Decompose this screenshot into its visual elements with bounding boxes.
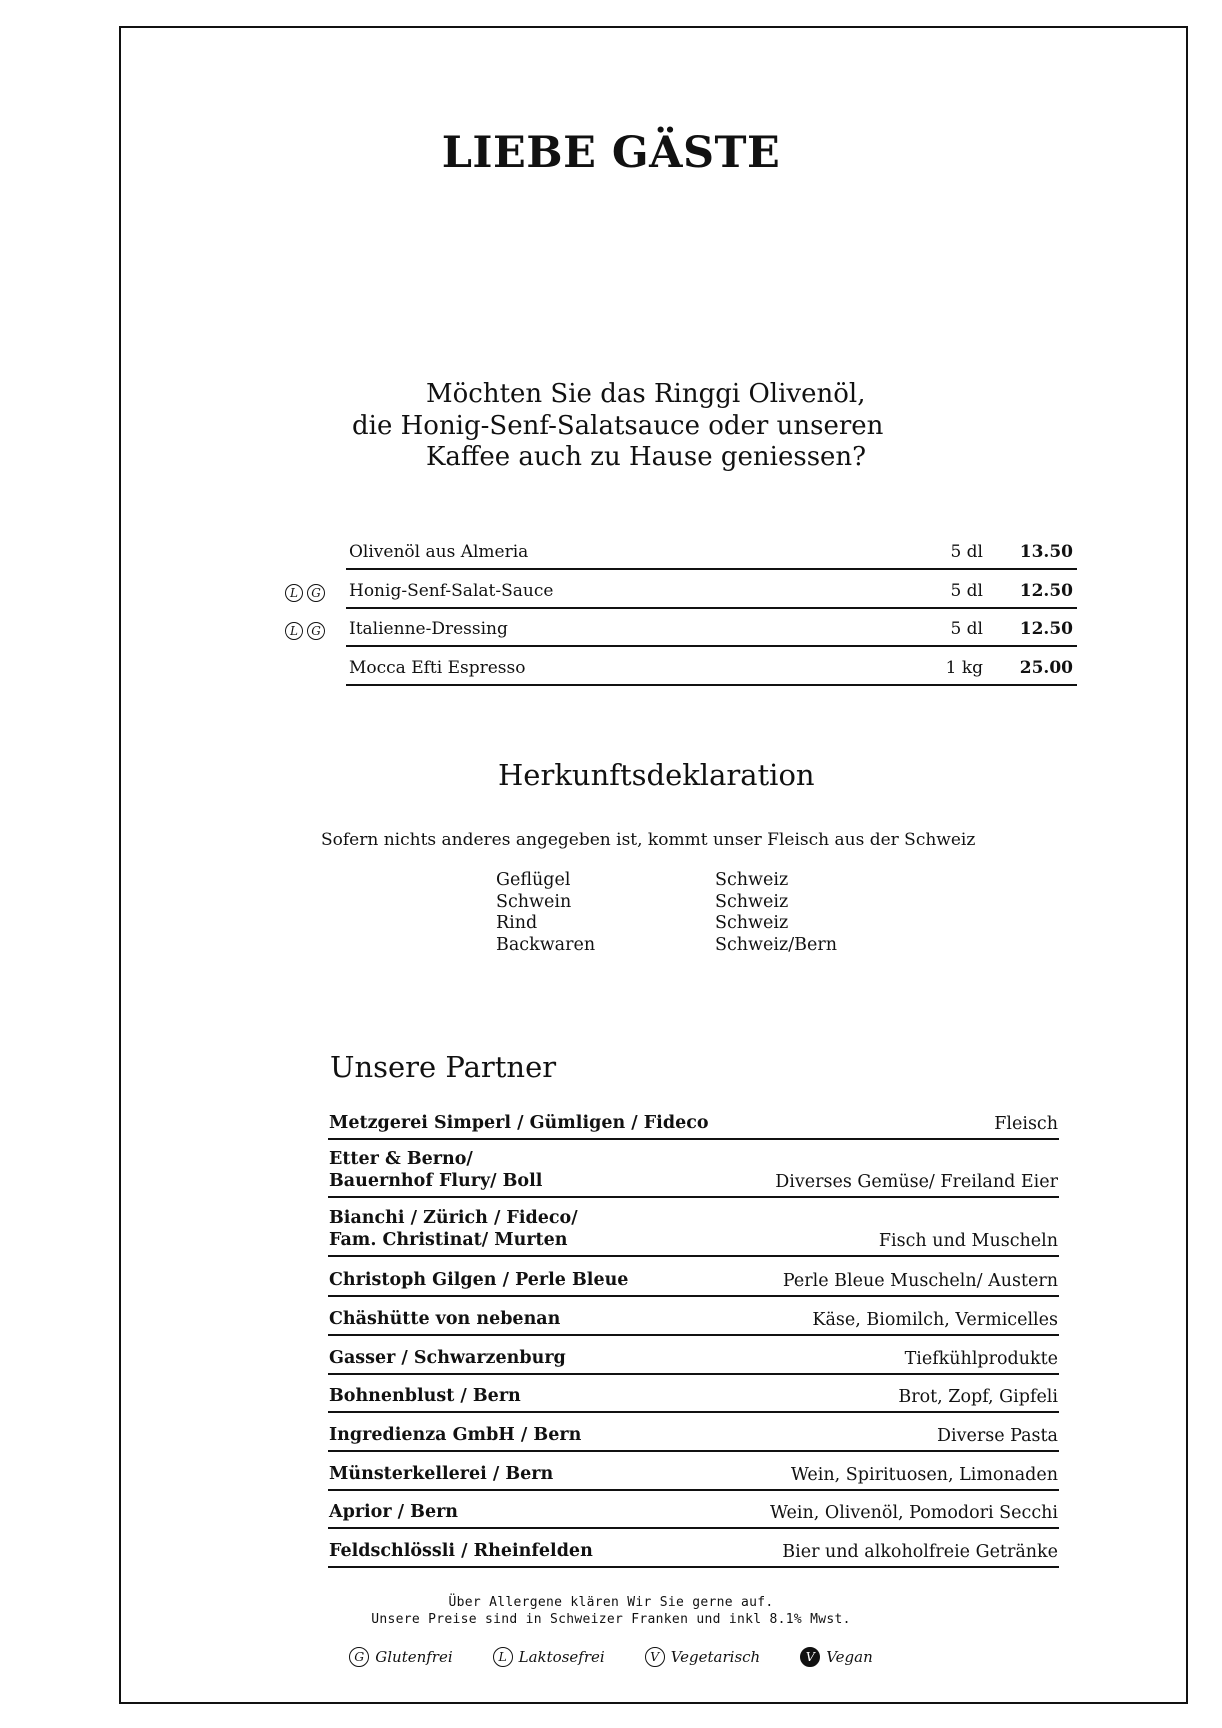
origin-row [496,892,837,914]
product-row [290,609,1077,647]
origin-item: Schwein [496,891,572,912]
product-quantity: 1 kg [945,658,983,678]
partner-row [328,1298,1059,1336]
origin-item: Backwaren [496,934,596,955]
product-quantity: 5 dl [950,619,983,639]
origin-row [496,913,837,935]
partner-products: Fleisch [994,1114,1058,1134]
laktosefrei-icon: L [493,1647,513,1667]
partner-products: Bier und alkoholfreie Getränke [782,1542,1058,1562]
origin-country: Schweiz [715,913,789,933]
product-price: 12.50 [1019,581,1073,601]
product-row [290,571,1077,609]
origin-country: Schweiz [715,870,789,890]
product-quantity: 5 dl [950,542,983,562]
origin-item: Rind [496,913,538,933]
gluten-free-icon: G [307,584,325,602]
legend-item [493,1647,605,1667]
partner-name: Bohnenblust / Bern [329,1386,521,1406]
legend-item [645,1647,761,1667]
partner-row [328,1199,1059,1257]
partners-heading: Unsere Partner [330,1050,557,1084]
partner-products: Perle Bleue Muscheln/ Austern [782,1271,1058,1291]
legend-label: Vegan [826,1648,873,1666]
allergen-icons [285,584,325,602]
legend-label: Vegetarisch [670,1648,761,1666]
partner-row [328,1259,1059,1297]
legend-item [800,1647,873,1667]
glutenfrei-icon: G [349,1647,369,1667]
partner-products: Käse, Biomilch, Vermicelles [812,1310,1058,1330]
product-name: Mocca Efti Espresso [349,658,526,678]
origin-item: Geflügel [496,870,571,890]
partner-row [328,1337,1059,1375]
page-title: LIEBE GÄSTE [441,128,781,178]
lactose-free-icon: L [285,622,303,640]
partner-products: Brot, Zopf, Gipfeli [898,1387,1058,1407]
partner-row [328,1414,1059,1452]
legend-item [349,1647,452,1667]
vegetarisch-icon: V [645,1647,665,1667]
partner-name: Aprior / Bern [329,1502,459,1522]
product-quantity: 5 dl [950,581,983,601]
allergen-note: Über Allergene klären Wir Sie gerne auf. [448,1595,774,1610]
partner-row [328,1375,1059,1413]
partner-row [328,1530,1059,1568]
product-row [346,648,1077,686]
origin-country: Schweiz/Bern [715,934,837,955]
partner-products: Fisch und Muscheln [878,1231,1058,1251]
intro-line-3: Kaffee auch zu Hause geniessen? [426,442,867,472]
partner-row [328,1453,1059,1491]
legend-label: Laktosefrei [518,1648,605,1666]
lactose-free-icon: L [285,584,303,602]
partner-name: Metzgerei Simperl / Gümligen / Fideco [329,1113,709,1133]
legend-label: Glutenfrei [375,1648,453,1666]
diet-legend [0,1647,1222,1667]
partner-name: Chäshütte von nebenan [329,1309,561,1329]
product-row [346,532,1077,570]
origin-country: Schweiz [715,891,789,912]
origin-row [496,935,837,957]
partner-name: Bianchi / Zürich / Fideco/ Fam. Christinat/ Murten [329,1208,578,1250]
price-note: Unsere Preise sind in Schweizer Franken und inkl 8.1% Mwst. [371,1612,851,1627]
partner-name: Gasser / Schwarzenburg [329,1348,566,1368]
gluten-free-icon: G [307,622,325,640]
partner-products: Tiefkühlprodukte [904,1349,1058,1369]
partner-products: Wein, Olivenöl, Pomodori Secchi [769,1503,1058,1523]
partner-name: Münsterkellerei / Bern [329,1464,554,1484]
partner-products: Diverse Pasta [936,1426,1058,1446]
product-name: Italienne-Dressing [349,619,508,639]
partner-products: Diverses Gemüse/ Freiland Eier [775,1172,1058,1192]
partner-name: Christoph Gilgen / Perle Bleue [329,1270,629,1290]
intro-line-1: Möchten Sie das Ringgi Olivenöl, [426,379,866,409]
origin-row [496,870,837,892]
product-name: Olivenöl aus Almeria [349,542,529,562]
partner-name: Feldschlössli / Rheinfelden [329,1541,593,1561]
origin-heading: Herkunftsdeklaration [498,758,815,792]
vegan-icon: V [800,1647,820,1667]
product-price: 13.50 [1019,542,1073,562]
origin-text: Sofern nichts anderes angegeben ist, kommt unser Fleisch aus der Schweiz [321,830,976,850]
origin-table [496,870,837,956]
partner-products: Wein, Spirituosen, Limonaden [790,1465,1058,1485]
partner-row [328,1491,1059,1529]
allergen-icons [285,622,325,640]
product-price: 12.50 [1019,619,1073,639]
partner-name: Etter & Berno/ Bauernhof Flury/ Boll [329,1149,543,1191]
partner-row [328,1141,1059,1198]
product-price: 25.00 [1019,658,1073,678]
product-name: Honig-Senf-Salat-Sauce [349,581,554,601]
partner-name: Ingredienza GmbH / Bern [329,1425,582,1445]
intro-line-2: die Honig-Senf-Salatsauce oder unseren [352,411,884,441]
partner-row [328,1103,1059,1140]
